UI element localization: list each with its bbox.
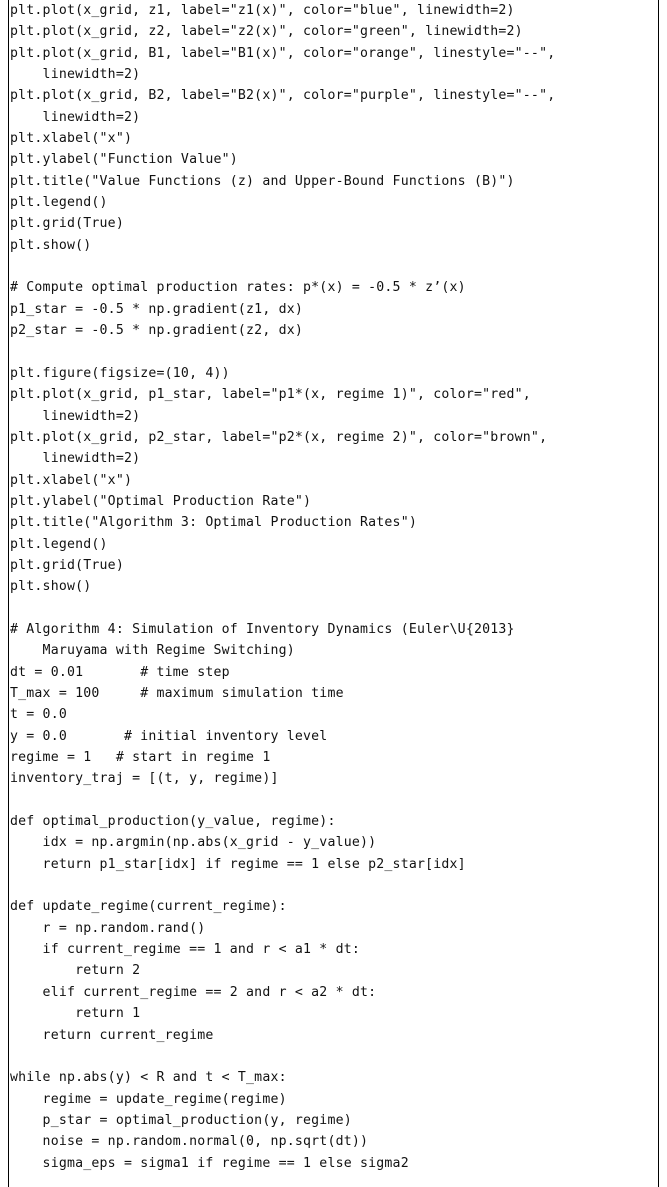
code-line: elif current_regime == 2 and r < a2 * dt:	[10, 984, 377, 1000]
code-line: p2_star = -0.5 * np.gradient(z2, dx)	[10, 323, 304, 339]
code-line: return current_regime	[10, 1027, 214, 1043]
code-line: plt.plot(x_grid, z1, label="z1(x)", color="blue", linewidth=2)	[10, 3, 515, 18]
code-line: r = np.random.rand()	[10, 920, 206, 936]
code-line: y = 0.0 # initial inventory level	[10, 728, 328, 744]
code-line: plt.legend()	[10, 536, 108, 552]
code-line: plt.title("Value Functions (z) and Upper-Bound Functions (B)")	[10, 173, 515, 189]
code-line: if current_regime == 1 and r < a1 * dt:	[10, 942, 361, 958]
code-line: # Compute optimal production rates: p*(x) = -0.5 * z’(x)	[10, 280, 466, 296]
code-line: linewidth=2)	[10, 451, 141, 467]
code-line: linewidth=2)	[10, 67, 141, 83]
code-line: linewidth=2)	[10, 408, 141, 424]
code-line: plt.grid(True)	[10, 557, 124, 573]
code-line: return 1	[10, 1006, 141, 1022]
code-line	[9, 598, 658, 619]
code-line: idx = np.argmin(np.abs(x_grid - y_value))	[10, 835, 377, 851]
code-line: p_star = optimal_production(y, regime)	[10, 1112, 352, 1128]
code-listing	[8, 0, 659, 1187]
code-line: inventory_traj = [(t, y, regime)]	[10, 771, 279, 787]
code-line: plt.show()	[10, 237, 92, 253]
code-line: plt.plot(x_grid, p1_star, label="p1*(x, regime 1)", color="red",	[10, 387, 531, 403]
code-line: sigma_eps = sigma1 if regime == 1 else sigma2	[10, 1155, 409, 1171]
code-line: dt = 0.01 # time step	[10, 664, 230, 680]
code-line: plt.ylabel("Function Value")	[10, 152, 238, 168]
code-line	[9, 256, 658, 277]
code-line: plt.plot(x_grid, p2_star, label="p2*(x, regime 2)", color="brown",	[10, 429, 548, 445]
code-line: plt.legend()	[10, 195, 108, 211]
code-line: regime = 1 # start in regime 1	[10, 750, 271, 766]
code-line: plt.xlabel("x")	[10, 131, 133, 147]
code-line	[9, 342, 658, 363]
code-line: plt.xlabel("x")	[10, 472, 133, 488]
code-line: plt.plot(x_grid, B2, label="B2(x)", color="purple", linestyle="--",	[10, 88, 556, 104]
code-line: noise = np.random.normal(0, np.sqrt(dt))	[10, 1134, 369, 1150]
code-line: return 2	[10, 963, 141, 979]
code-line	[9, 790, 658, 811]
code-line: def optimal_production(y_value, regime):	[10, 814, 336, 830]
code-line: t = 0.0	[10, 707, 67, 723]
code-line: plt.plot(x_grid, z2, label="z2(x)", color="green", linewidth=2)	[10, 24, 523, 40]
code-line: while np.abs(y) < R and t < T_max:	[10, 1070, 287, 1086]
code-line: plt.show()	[10, 579, 92, 595]
code-line: p1_star = -0.5 * np.gradient(z1, dx)	[10, 301, 304, 317]
code-line: return p1_star[idx] if regime == 1 else p2_star[idx]	[10, 856, 466, 872]
code-line: def update_regime(current_regime):	[10, 899, 287, 915]
code-line: plt.ylabel("Optimal Production Rate")	[10, 493, 312, 509]
code-line: plt.figure(figsize=(10, 4))	[10, 365, 230, 381]
code-line: regime = update_regime(regime)	[10, 1091, 287, 1107]
code-line: plt.grid(True)	[10, 216, 124, 232]
code-line: # Algorithm 4: Simulation of Inventory Dynamics (Euler\U{2013}	[10, 621, 515, 637]
code-line: plt.plot(x_grid, B1, label="B1(x)", color="orange", linestyle="--",	[10, 45, 556, 61]
code-line: linewidth=2)	[10, 109, 141, 125]
code-line: T_max = 100 # maximum simulation time	[10, 686, 344, 701]
code-lines	[9, 0, 658, 1174]
code-line: plt.title("Algorithm 3: Optimal Production Rates")	[10, 515, 417, 531]
code-line: Maruyama with Regime Switching)	[10, 643, 295, 659]
code-line	[9, 1046, 658, 1067]
code-line	[9, 875, 658, 896]
